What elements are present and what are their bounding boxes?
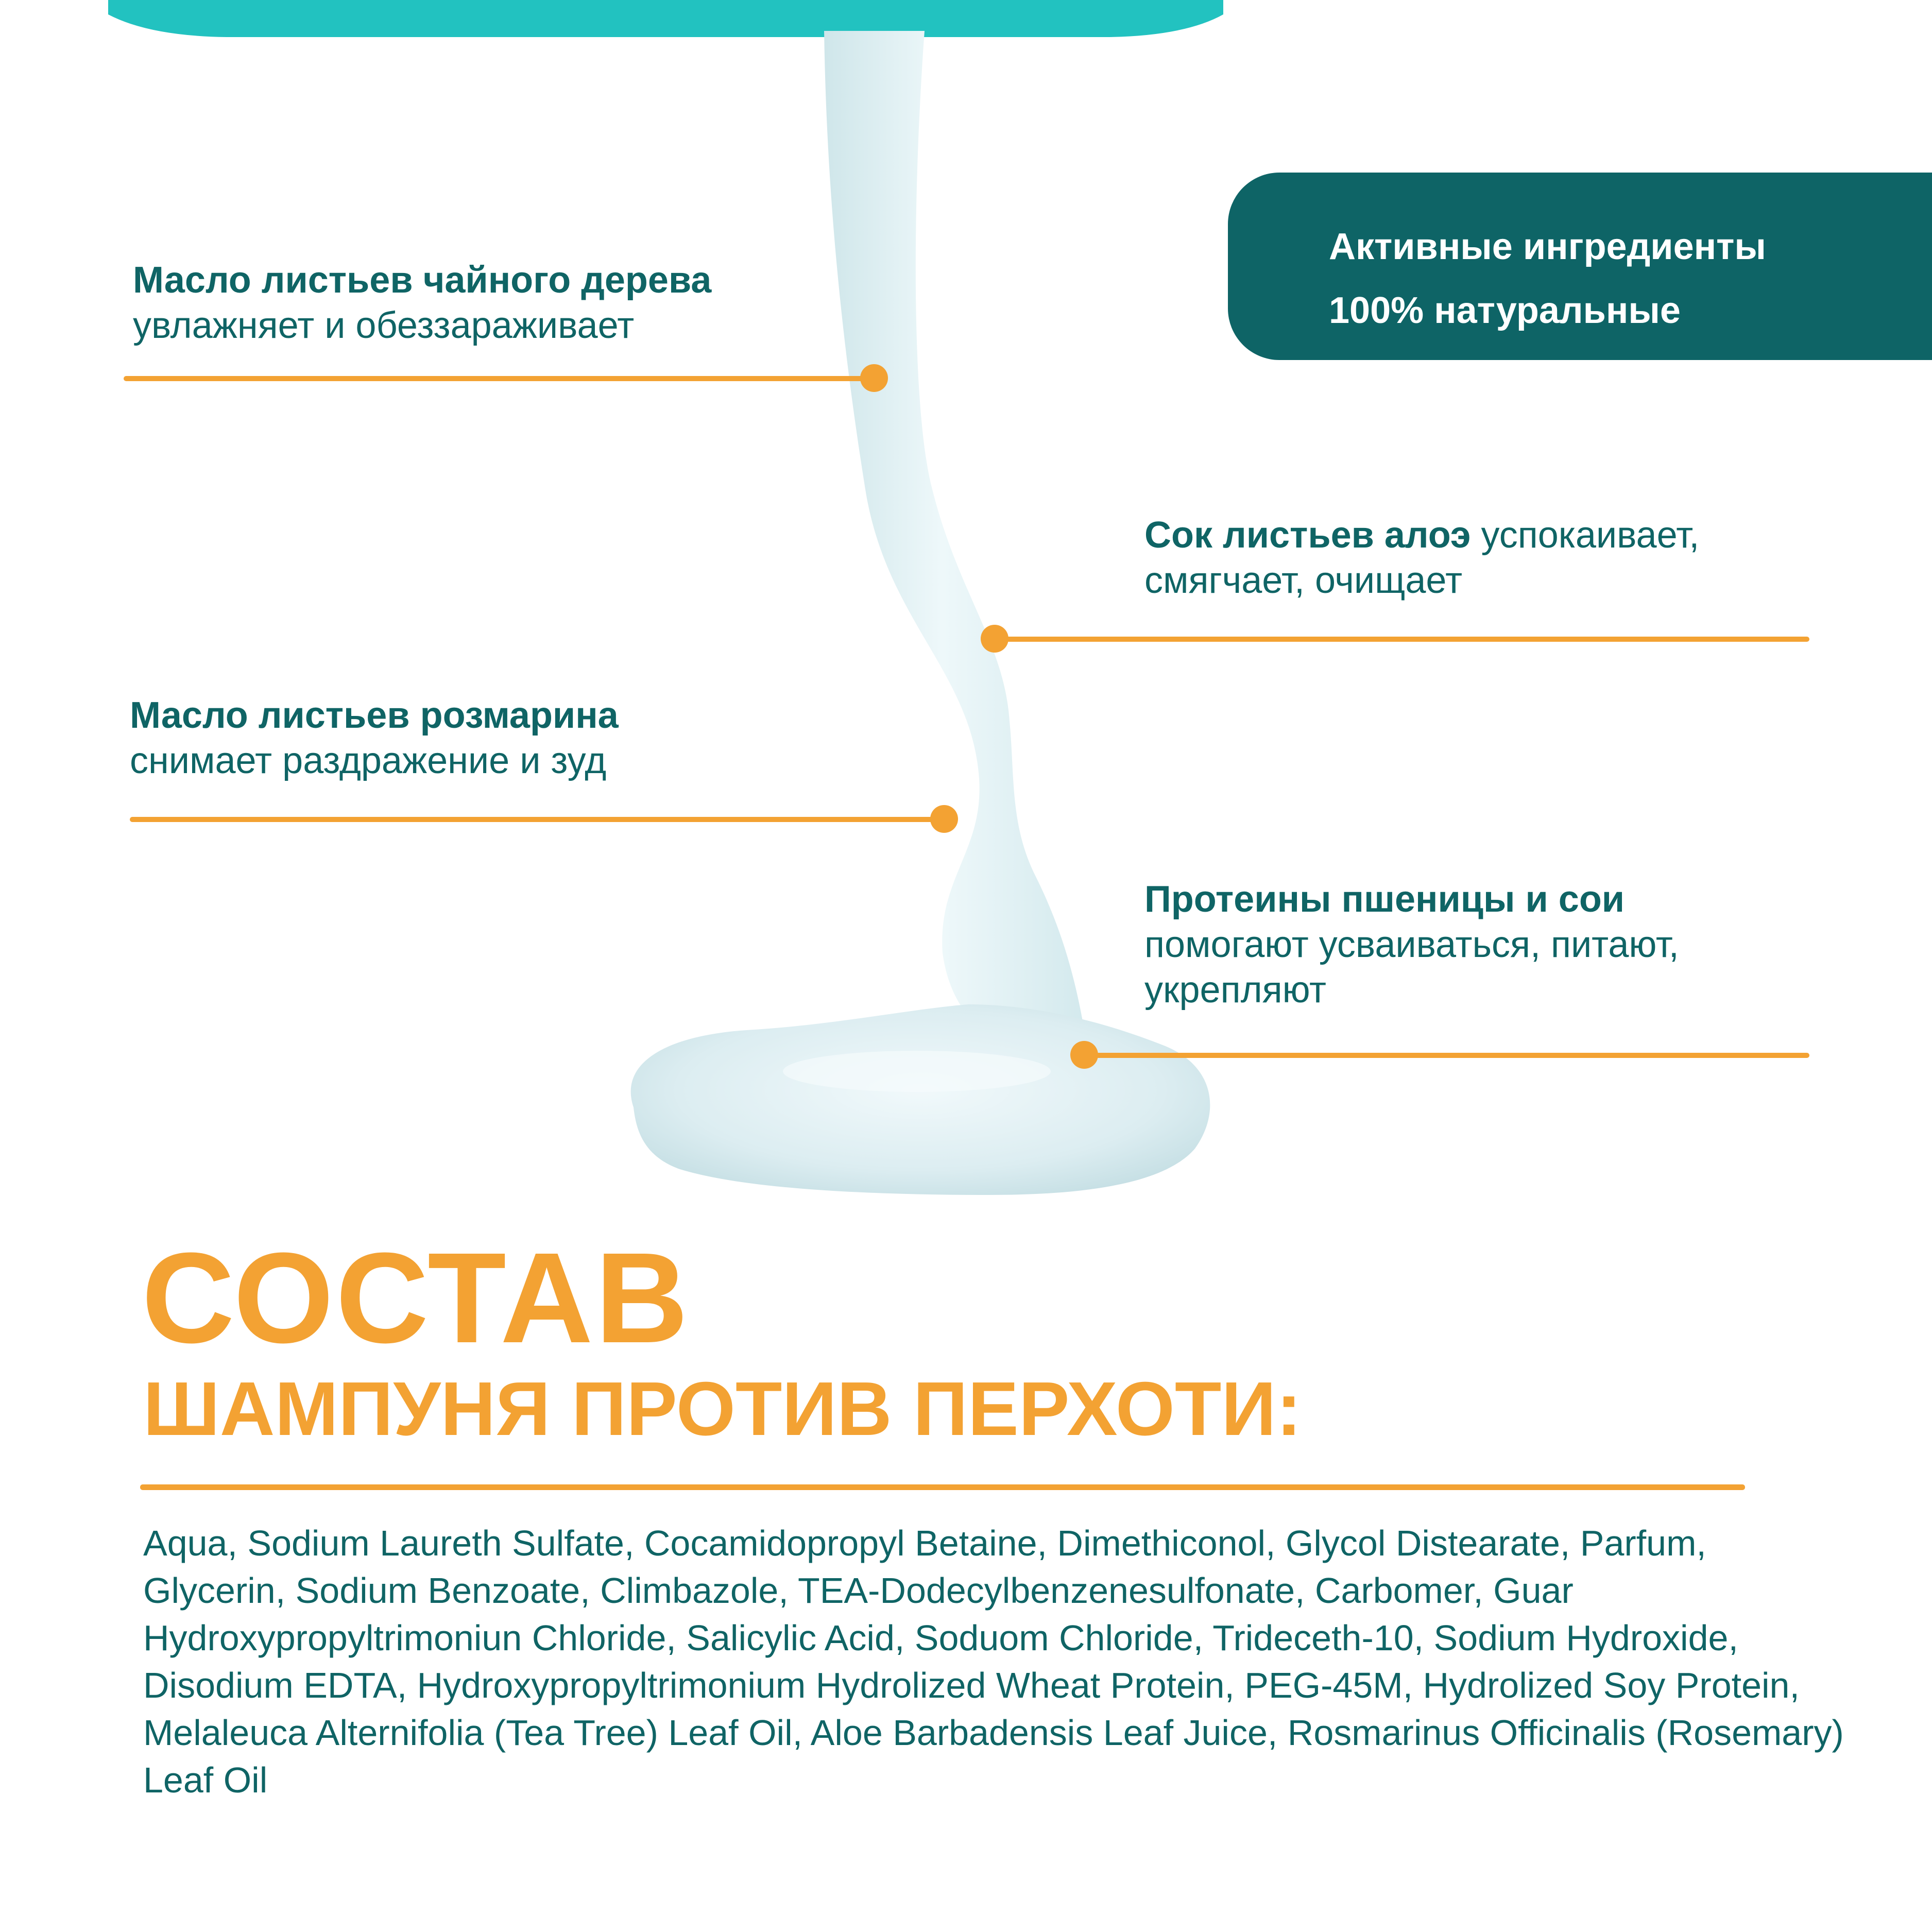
callout-dot-tea-tree <box>860 364 888 392</box>
callout-line-proteins <box>1082 1053 1809 1058</box>
callout-line-tea-tree <box>124 376 876 381</box>
callout-proteins <box>1144 877 1679 1013</box>
composition-title: СОСТАВ <box>142 1226 691 1370</box>
callout-title: Масло листьев чайного дерева <box>133 260 712 301</box>
callout-text: увлажняет и обеззараживает <box>133 305 635 346</box>
natural-ingredients-badge <box>1228 173 1932 360</box>
callout-text: успокаивает, <box>1471 515 1700 556</box>
callout-text-2: смягчает, очищает <box>1144 560 1463 601</box>
callout-text-2: укрепляют <box>1144 969 1326 1011</box>
composition-subtitle: ШАМПУНЯ ПРОТИВ ПЕРХОТИ: <box>143 1366 1302 1451</box>
badge-line-2: 100% натуральные <box>1329 290 1681 331</box>
badge-line-1: Активные ингредиенты <box>1329 226 1766 267</box>
gel-stream <box>824 31 1087 1046</box>
callout-line-aloe <box>994 637 1809 642</box>
ingredients-list: Aqua, Sodium Laureth Sulfate, Cocamidopropyl Betaine, Dimethiconol, Glycol Distearate, Parfum, Glycerin, Sodium Benzoate, Climbazole, TEA-Dodecylbenzenesulfonate, Carbomer, Guar Hydroxypropyltrimoniun Chloride, Salicylic Acid, Soduom Chloride, Trideceth-10, Sodium Hydroxide, Disodium EDTA, Hydroxypropyltrimonium Hydrolized Wheat Protein, PEG-45M, Hydrolized Soy Protein, Melaleuca Alternifolia (Tea Tree) Leaf Oil, Aloe Barbadensis Leaf Juice, Rosmarinus Officinalis (Rosemary) Leaf Oil <box>143 1523 1844 1800</box>
callout-rosemary <box>130 693 619 783</box>
callout-line-rosemary <box>130 817 944 822</box>
callout-title: Сок листьев алоэ <box>1144 515 1471 556</box>
callout-dot-rosemary <box>930 805 958 833</box>
gel-pool <box>631 1004 1210 1195</box>
bottle-cap <box>108 0 1223 37</box>
callout-title: Масло листьев розмарина <box>130 695 619 736</box>
callout-text: снимает раздражение и зуд <box>130 740 607 781</box>
callout-dot-proteins <box>1070 1041 1098 1069</box>
callout-text: помогают усваиваться, питают, <box>1144 924 1679 965</box>
heading-divider <box>140 1484 1745 1490</box>
callout-aloe <box>1144 512 1699 603</box>
callout-dot-aloe <box>981 625 1008 653</box>
callout-tea-tree <box>133 258 711 348</box>
callout-title: Протеины пшеницы и сои <box>1144 879 1625 920</box>
